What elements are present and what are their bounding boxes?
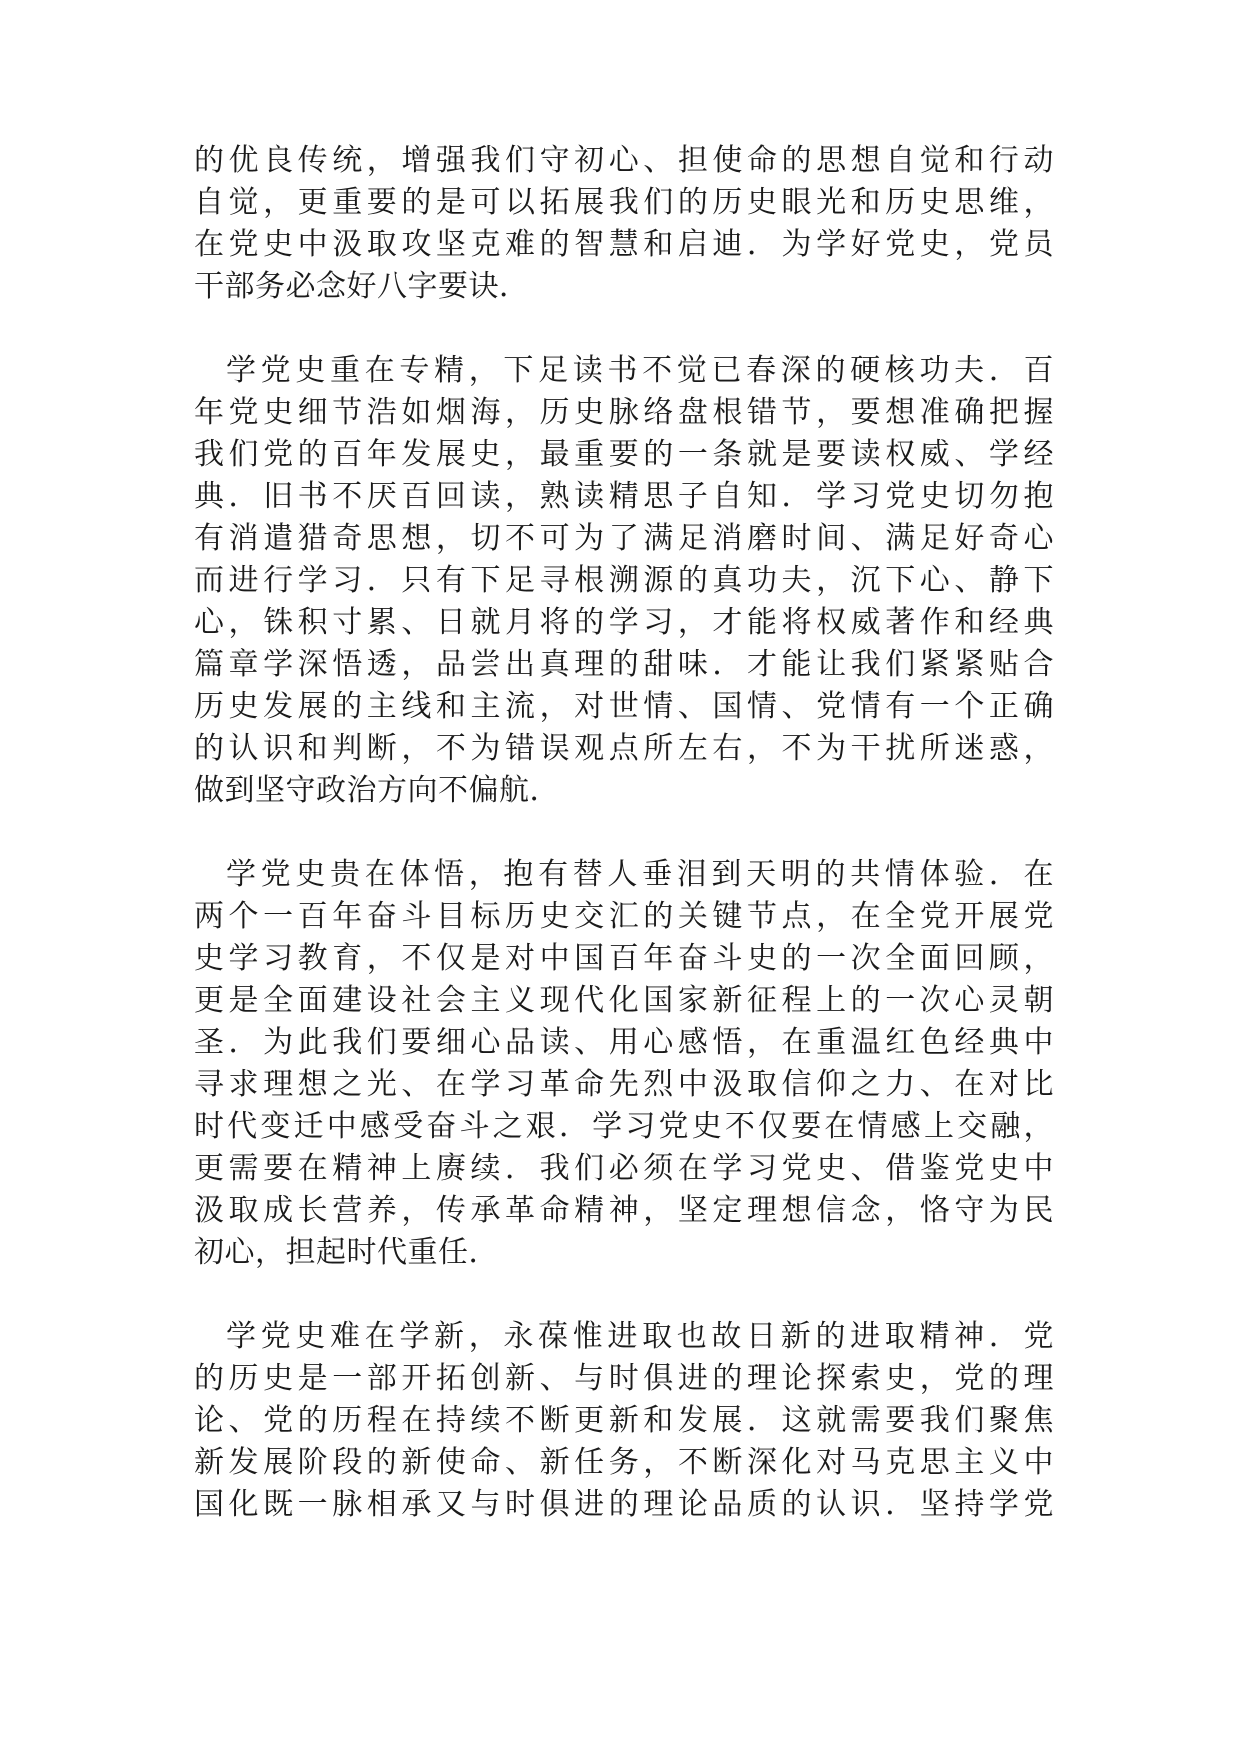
paragraph-spacer [194, 1274, 1054, 1316]
text-line: 学党史贵在体悟，抱有替人垂泪到天明的共情体验．在 [226, 857, 1054, 892]
text-line: 更需要在精神上赓续．我们必须在学习党史、借鉴党史中 [194, 1151, 1054, 1186]
text-line: 典．旧书不厌百回读，熟读精思子自知．学习党史切勿抱 [194, 479, 1054, 514]
text-line: 学党史难在学新，永葆惟进取也故日新的进取精神．党 [226, 1319, 1054, 1354]
text-line: 的认识和判断，不为错误观点所左右，不为干扰所迷惑， [194, 731, 1054, 766]
text-line: 做到坚守政治方向不偏航． [194, 773, 560, 808]
paragraph-spacer [194, 308, 1054, 350]
text-line: 有消遣猎奇思想，切不可为了满足消磨时间、满足好奇心 [194, 521, 1054, 556]
text-line: 学党史重在专精，下足读书不觉已春深的硬核功夫．百 [226, 353, 1054, 388]
document-body [194, 140, 1054, 1526]
text-line: 初心，担起时代重任． [194, 1235, 499, 1270]
text-line: 我们党的百年发展史，最重要的一条就是要读权威、学经 [194, 437, 1054, 472]
text-line: 论、党的历程在持续不断更新和发展．这就需要我们聚焦 [194, 1403, 1054, 1438]
text-line: 篇章学深悟透，品尝出真理的甜味．才能让我们紧紧贴合 [194, 647, 1054, 682]
text-line: 年党史细节浩如烟海，历史脉络盘根错节，要想准确把握 [194, 395, 1054, 430]
text-line: 历史发展的主线和主流，对世情、国情、党情有一个正确 [194, 689, 1054, 724]
text-line: 而进行学习．只有下足寻根溯源的真功夫，沉下心、静下 [194, 563, 1054, 598]
text-line: 时代变迁中感受奋斗之艰．学习党史不仅要在情感上交融， [194, 1109, 1054, 1144]
text-line: 两个一百年奋斗目标历史交汇的关键节点，在全党开展党 [194, 899, 1054, 934]
paragraph-3 [194, 854, 1054, 1274]
paragraph-spacer [194, 812, 1054, 854]
text-line: 汲取成长营养，传承革命精神，坚定理想信念，恪守为民 [194, 1193, 1054, 1228]
text-line: 在党史中汲取攻坚克难的智慧和启迪．为学好党史，党员 [194, 227, 1054, 262]
text-line: 国化既一脉相承又与时俱进的理论品质的认识．坚持学党 [194, 1487, 1054, 1522]
text-line: 干部务必念好八字要诀． [194, 269, 530, 304]
text-line: 的历史是一部开拓创新、与时俱进的理论探索史，党的理 [194, 1361, 1054, 1396]
text-line: 圣．为此我们要细心品读、用心感悟，在重温红色经典中 [194, 1025, 1054, 1060]
text-line: 自觉，更重要的是可以拓展我们的历史眼光和历史思维， [194, 185, 1054, 220]
text-line: 的优良传统，增强我们守初心、担使命的思想自觉和行动 [194, 143, 1054, 178]
paragraph-4 [194, 1316, 1054, 1526]
paragraph-1 [194, 140, 1054, 308]
text-line: 新发展阶段的新使命、新任务，不断深化对马克思主义中 [194, 1445, 1054, 1480]
text-line: 更是全面建设社会主义现代化国家新征程上的一次心灵朝 [194, 983, 1054, 1018]
paragraph-2 [194, 350, 1054, 812]
text-line: 心，铢积寸累、日就月将的学习，才能将权威著作和经典 [194, 605, 1054, 640]
text-line: 史学习教育，不仅是对中国百年奋斗史的一次全面回顾， [194, 941, 1054, 976]
text-line: 寻求理想之光、在学习革命先烈中汲取信仰之力、在对比 [194, 1067, 1054, 1102]
